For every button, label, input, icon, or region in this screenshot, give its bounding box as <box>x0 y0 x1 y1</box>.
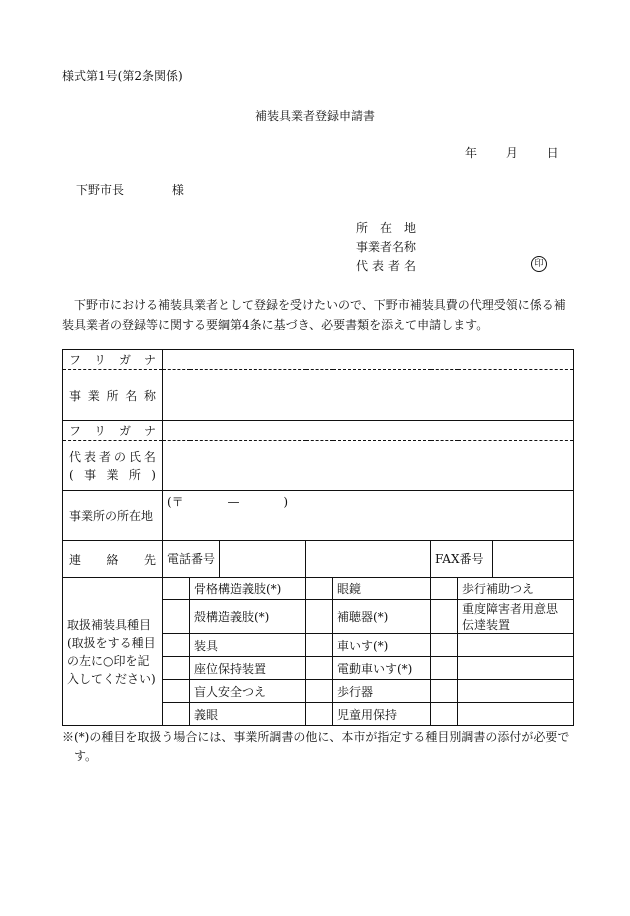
office-address-field[interactable] <box>163 491 574 541</box>
device-label: 座位保持装置 <box>190 657 306 680</box>
device-label: 眼鏡 <box>333 578 431 600</box>
char: 氏 <box>128 449 141 464</box>
office-name-field[interactable] <box>163 370 574 421</box>
representative-name-label <box>63 441 163 491</box>
char: リ <box>93 353 106 367</box>
device-label: 殻構造義肢(*) <box>190 600 306 634</box>
device-label: 歩行器 <box>333 680 431 703</box>
phone-field[interactable] <box>306 541 431 578</box>
char: ナ <box>143 353 156 367</box>
device-label <box>458 657 574 680</box>
char: 所 <box>356 221 369 235</box>
device-check-box[interactable] <box>306 634 333 657</box>
char: リ <box>93 424 106 438</box>
device-check-box[interactable] <box>306 680 333 703</box>
device-label: 義眼 <box>190 703 306 726</box>
char: 称 <box>143 388 156 403</box>
device-label: 重度障害者用意思伝達装置 <box>458 600 574 634</box>
intro-paragraph: 下野市における補装具業者として登録を受けたいので、下野市補装具費の代理受領に係る補装具業者の登録等に関する要綱第4条に基づき、必要書類を添えて申請します。 <box>62 298 566 332</box>
device-label: 補聴器(*) <box>333 600 431 634</box>
char: 名 <box>125 388 138 403</box>
form-number: 様式第1号(第2条関係) <box>62 69 183 83</box>
office-address-label <box>63 491 163 541</box>
device-label <box>458 703 574 726</box>
office-name-furigana-field[interactable] <box>163 350 574 370</box>
fax-cell <box>431 541 574 578</box>
device-label: 装具 <box>190 634 306 657</box>
contact-label <box>63 541 163 578</box>
char: フ <box>69 424 82 438</box>
applicant-representative-label <box>356 257 416 274</box>
char: 表 <box>371 259 384 273</box>
char: 所 <box>128 467 141 482</box>
applicant-business-name-label: 事業者名称 <box>356 240 417 254</box>
date-day-label: 日 <box>546 146 559 160</box>
addressee <box>76 181 184 198</box>
device-check-box[interactable] <box>163 657 190 680</box>
furigana-label <box>63 350 163 370</box>
application-form-table <box>62 349 574 726</box>
char: 事 <box>84 467 97 482</box>
office-address-text: 事業所の所在地 <box>69 509 154 523</box>
char: 代 <box>356 259 369 273</box>
device-check-box[interactable] <box>306 600 333 634</box>
device-types-label <box>63 578 163 726</box>
device-check-box[interactable] <box>306 657 333 680</box>
device-check-box[interactable] <box>306 703 333 726</box>
device-check-box[interactable] <box>163 703 190 726</box>
char: 地 <box>403 221 416 235</box>
postal-prefix: (〒 <box>167 495 184 509</box>
device-types-text: 取扱補装具種目(取扱をする種目の左に○印を記入してください) <box>67 617 156 686</box>
device-label: 児童用保持 <box>333 703 431 726</box>
device-label <box>458 680 574 703</box>
char: ガ <box>118 353 131 367</box>
addressee-name: 下野市長 <box>76 183 125 197</box>
char: の <box>113 449 126 464</box>
device-check-box[interactable] <box>306 578 333 600</box>
addressee-suffix: 様 <box>171 183 184 197</box>
seal-mark: 印 <box>531 256 547 272</box>
char: 者 <box>387 259 400 273</box>
char: 業 <box>87 388 100 403</box>
char: フ <box>69 353 82 367</box>
furigana-label <box>63 421 163 441</box>
char: 事 <box>69 388 82 403</box>
char: ナ <box>143 424 156 438</box>
date-year-label: 年 <box>465 146 478 160</box>
device-check-box[interactable] <box>163 634 190 657</box>
device-check-box[interactable] <box>431 578 458 600</box>
device-check-box[interactable] <box>163 680 190 703</box>
device-check-box[interactable] <box>163 578 190 600</box>
representative-furigana-field[interactable] <box>163 421 574 441</box>
char: 在 <box>379 221 392 235</box>
device-check-box[interactable] <box>431 680 458 703</box>
device-check-box[interactable] <box>431 634 458 657</box>
office-name-label <box>63 370 163 421</box>
applicant-location-label <box>356 219 416 236</box>
device-label: 電動車いす(*) <box>333 657 431 680</box>
char: 所 <box>106 388 119 403</box>
document-title: 補装具業者登録申請書 <box>254 109 375 123</box>
char: 者 <box>98 449 111 464</box>
char: 連 <box>69 552 82 567</box>
char: 名 <box>403 259 416 273</box>
device-label: 盲人安全つえ <box>190 680 306 703</box>
date-line <box>465 144 559 161</box>
device-label: 骨格構造義肢(*) <box>190 578 306 600</box>
char: 名 <box>143 449 156 464</box>
device-label <box>458 634 574 657</box>
device-label: 歩行補助つえ <box>458 578 574 600</box>
char: ( <box>69 467 74 482</box>
representative-name-field[interactable] <box>163 441 574 491</box>
date-month-label: 月 <box>505 146 518 160</box>
char: 先 <box>143 552 156 567</box>
char: ) <box>151 467 156 482</box>
char: 業 <box>106 467 119 482</box>
device-check-box[interactable] <box>431 703 458 726</box>
char: ガ <box>118 424 131 438</box>
postal-suffix: ) <box>283 495 289 509</box>
phone-label-cell <box>163 541 306 578</box>
fax-label: FAX番号 <box>431 541 493 577</box>
phone-label: 電話番号 <box>167 541 220 577</box>
char: 絡 <box>106 552 119 567</box>
device-check-box[interactable] <box>431 600 458 634</box>
char: 代 <box>69 449 82 464</box>
device-label: 車いす(*) <box>333 634 431 657</box>
char: 表 <box>83 449 96 464</box>
postal-dash: — <box>227 495 240 509</box>
device-check-box[interactable] <box>163 600 190 634</box>
footnote: ※(*)の種目を取扱う場合には、事業所調書の他に、本市が指定する種目別調書の添付が必要です。 <box>62 730 570 763</box>
device-check-box[interactable] <box>431 657 458 680</box>
